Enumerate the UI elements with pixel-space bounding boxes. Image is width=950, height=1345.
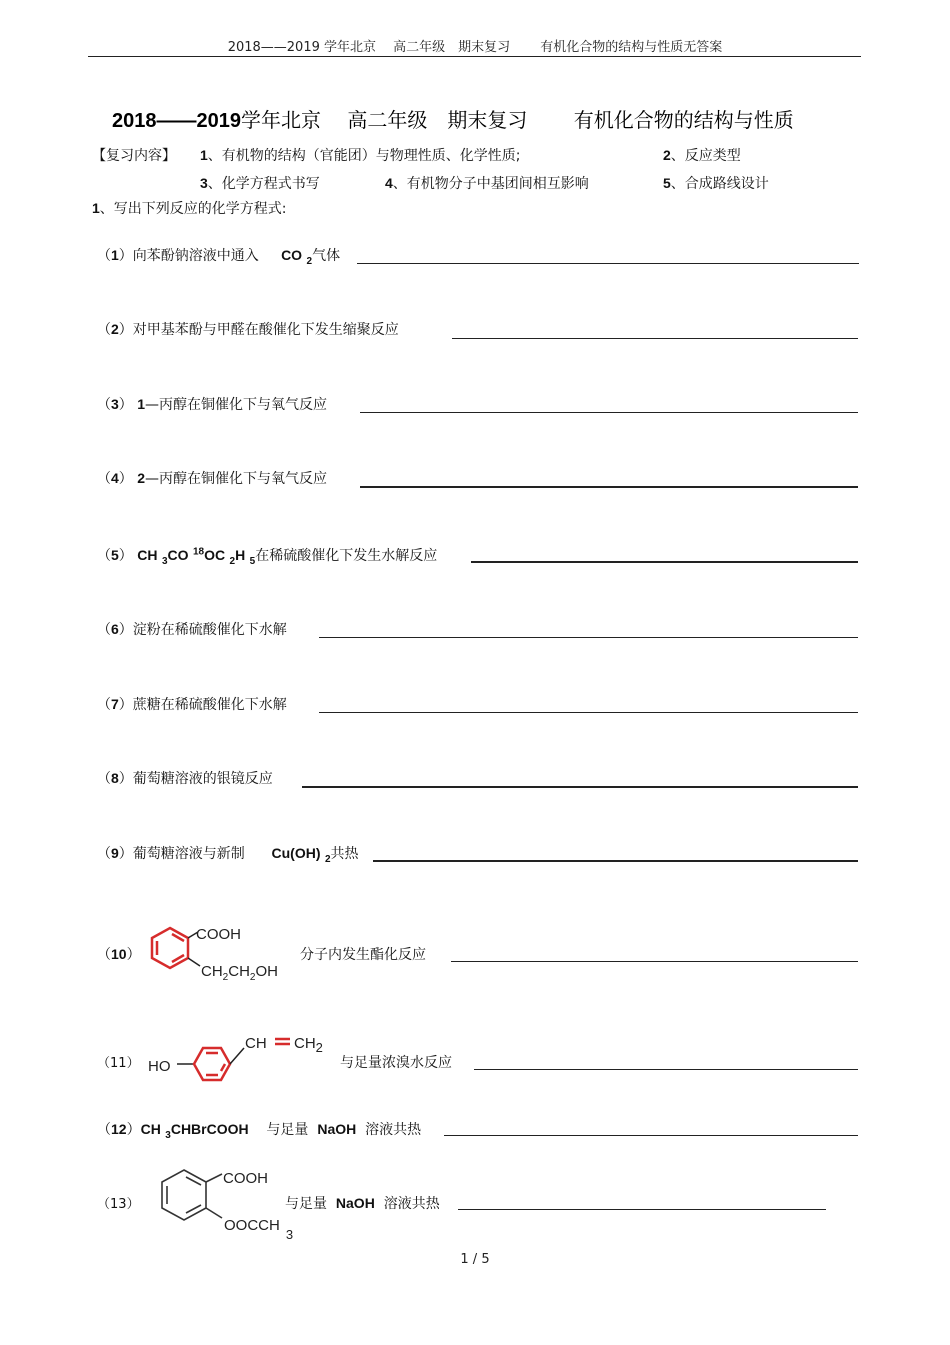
- answer-line-6[interactable]: [319, 637, 858, 638]
- answer-line-8[interactable]: [302, 786, 858, 788]
- page-number: 1 / 5: [460, 1252, 490, 1267]
- question-13-number: （13）: [97, 1197, 140, 1212]
- vinyl-label: CH: [245, 1035, 267, 1052]
- question-10-number: （10）: [97, 946, 141, 963]
- answer-line-9[interactable]: [373, 860, 858, 862]
- question-7: （7）蔗糖在稀硫酸催化下水解: [97, 696, 287, 713]
- review-item-3: 3、化学方程式书写: [200, 175, 320, 192]
- title-text: 学年北京 高二年级 期末复习 有机化合物的结构与性质: [240, 108, 794, 132]
- running-header: 2018——2019 学年北京 高二年级 期末复习 有机化合物的结构与性质无答案: [227, 40, 723, 55]
- vinylphenol-structure-icon: [145, 1026, 335, 1082]
- question-3: （3） 1—丙醇在铜催化下与氧气反应: [97, 396, 328, 413]
- cooh-label: COOH: [196, 926, 241, 943]
- review-label: 【复习内容】: [92, 148, 176, 164]
- cooh-label: COOH: [223, 1170, 268, 1187]
- review-item-1: 1、有机物的结构（官能团）与物理性质、化学性质;: [200, 147, 521, 164]
- salicyl-ethanol-structure-icon: [140, 918, 305, 984]
- title-years: 2018——2019: [112, 110, 241, 132]
- question-12: （12）CH $_3$CHBrCOOH 与足量 NaOH 溶液共热: [97, 1121, 422, 1141]
- question-4: （4） 2—丙醇在铜催化下与氧气反应: [97, 470, 328, 487]
- question-1: （1）向苯酚钠溶液中通入 CO $_2$气体: [97, 247, 341, 267]
- question-5: （5） CH $_3$CO $^{18}$OC $_2$H $_5$在稀硫酸催化下发生水解反应: [97, 546, 438, 567]
- question-6: （6）淀粉在稀硫酸催化下水解: [97, 621, 287, 638]
- page-title: [112, 104, 794, 133]
- question-8: （8）葡萄糖溶液的银镜反应: [97, 770, 273, 787]
- question-9: （9）葡萄糖溶液与新制 Cu(OH) $_2$共热: [97, 845, 359, 865]
- answer-line-7[interactable]: [319, 712, 858, 713]
- question-11-text: 与足量浓溴水反应: [340, 1055, 452, 1071]
- answer-line-11[interactable]: [474, 1069, 858, 1070]
- review-item-2: 2、反应类型: [663, 147, 741, 164]
- ooch3-label: OOCCH3: [224, 1217, 294, 1242]
- answer-line-5[interactable]: [471, 561, 858, 563]
- question-10-text: 分子内发生酯化反应: [300, 947, 426, 963]
- review-item-4: 4、有机物分子中基团间相互影响: [385, 175, 589, 192]
- ch2-label: CH2: [294, 1035, 323, 1055]
- question-2: （2）对甲基苯酚与甲醛在酸催化下发生缩聚反应: [97, 321, 399, 338]
- header-rule: [88, 56, 861, 57]
- review-item-5: 5、合成路线设计: [663, 175, 769, 192]
- question-13-text: 与足量 NaOH 溶液共热: [285, 1195, 440, 1212]
- answer-line-2[interactable]: [452, 338, 858, 339]
- answer-line-4[interactable]: [360, 486, 858, 488]
- answer-line-10[interactable]: [451, 961, 858, 962]
- question-11-number: （11）: [97, 1056, 140, 1071]
- ch2ch2oh-label: $CH_2CH_2OH$: [201, 963, 278, 983]
- answer-line-13[interactable]: [458, 1209, 826, 1210]
- answer-line-12[interactable]: [444, 1135, 858, 1136]
- answer-line-1[interactable]: [357, 263, 859, 264]
- answer-line-3[interactable]: [360, 412, 858, 413]
- ho-label: HO: [148, 1058, 171, 1075]
- section-heading: 1、写出下列反应的化学方程式:: [92, 200, 287, 217]
